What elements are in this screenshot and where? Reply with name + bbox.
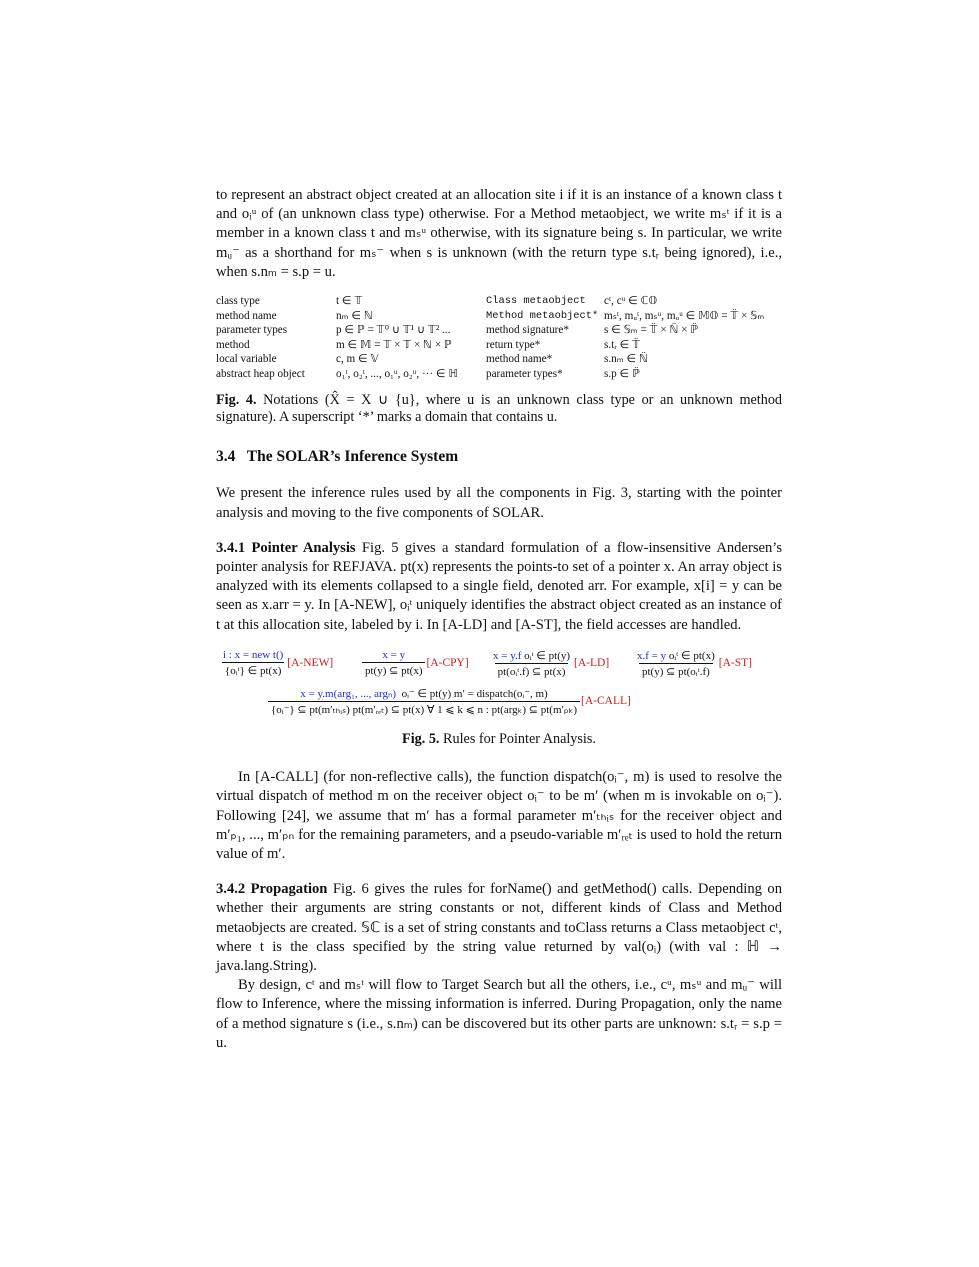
notation-value: s.tᵣ ∈ 𝕋̂ [604,338,641,351]
propagation-paragraph [216,880,782,976]
fig4-caption [216,392,782,427]
rule-conclusion: {oᵢᵗ} ∈ pt(x) [222,662,284,677]
rule-premise-code: x.f = y [637,649,667,662]
subsection-heading: 3.4.1 Pointer Analysis [216,539,356,556]
notation-label: method signature* [486,324,569,337]
notation-value: mₛᵗ, mᵤᵗ, mₛᵘ, mᵤᵘ ∈ 𝕄𝕆 = 𝕋̂ × 𝕊ₘ [604,309,765,322]
notation-label: parameter types [216,324,288,337]
notation-label: abstract heap object [216,367,305,380]
rule-premise-rest: oᵢᵗ ∈ pt(y) [524,649,571,662]
section-title: The SOLAR’s Inference System [246,448,459,466]
section-3-4-paragraph: We present the inference rules used by all the components in Fig. 3, starting with the pointer analysis and moving to the five components of SOLAR. [216,485,782,521]
rule-a-cpy [362,649,469,677]
propagation-paragraph-2: By design, cᵗ and mₛᵗ will flow to Target Search but all the others, i.e., cᵘ, mₛᵘ and mᵤ⁻ will flow to Inference, where the missing information is inferred. During Propagation, only the name of a method signature s (i.e., s.nₘ) can be discovered but its other parts are unknown: s.tᵣ = s.p = u. [216,977,782,1051]
notation-label: Class metaobject [486,295,586,308]
notation-label: Method metaobject* [486,309,599,322]
rule-name: [A-CPY] [426,656,469,669]
notation-label: local variable [216,353,277,366]
rule-name: [A-CALL] [581,695,631,708]
notation-label: method [216,338,250,351]
notation-table [216,294,782,382]
notation-value: m ∈ 𝕄 = 𝕋 × 𝕋 × ℕ × ℙ [336,338,452,351]
pointer-analysis-paragraph [216,539,782,635]
rule-name: [A-NEW] [287,656,334,669]
notation-label: class type [216,295,260,308]
notation-value: s.nₘ ∈ ℕ̂ [604,353,649,366]
rule-conclusion: pt(oᵢᵗ.f) ⊆ pt(x) [495,663,569,678]
fig4-text: Notations (X̂ = X ∪ {u}, where u is an unknown class type or an unknown method signature). A superscript ‘*’ marks a domain that contains u. [216,391,783,425]
rule-conclusion: {oᵢ⁻} ⊆ pt(m′ₜₕᵢₛ) pt(m′ᵣₑₜ) ⊆ pt(x) ∀ 1 ⩽ k ⩽ n : pt(argₖ) ⊆ pt(m′ₚₖ) [268,701,580,716]
subsection-text: Fig. 6 gives the rules for forName() and getMethod() calls. Depending on whether their arguments are string constants or not, different kinds of Class and Method metaobjects are created. 𝕊ℂ is a set of string constants and toClass returns a Class metaobject cᵗ, where t is the class specified by the string value returned by val(oᵢ) (with val : ℍ → java.lang.String). [216,881,782,975]
rule-premise: i : x = new t() [223,648,284,661]
rule-name: [A-ST] [718,657,752,670]
rule-premise-code: x = y.f [493,649,522,662]
fig5-caption [216,731,782,748]
rule-conclusion: pt(y) ⊆ pt(x) [362,662,425,677]
fig5-text: Rules for Pointer Analysis. [443,730,596,747]
notation-label: method name* [486,353,553,366]
notation-value: cᵗ, cᵘ ∈ ℂ𝕆 [604,295,658,308]
fig4-label: Fig. 4. [216,391,257,408]
notation-value: t ∈ 𝕋 [336,295,363,308]
subsection-heading: 3.4.2 Propagation [216,881,328,898]
rule-conclusion: pt(y) ⊆ pt(oᵢᵗ.f) [639,663,713,678]
rule-premise-code: x = y.m(arg₁, ..., argₙ) [300,687,397,700]
call-paragraph: In [A-CALL] (for non-reflective calls), the function dispatch(oᵢ⁻, m) is used to resolve the virtual dispatch of method m on the receiver object oᵢ⁻ to be m′ (when m is invokable on oᵢ⁻). Following [24], we assume that m′ has a formal parameter m′ₜₕᵢₛ for the receiver object and m′ₚ₁, ..., m′ₚₙ for the remaining parameters, and a pseudo-variable m′ᵣₑₜ is used to hold the return value of m′. [216,769,782,863]
rule-premise-rest: oᵢ⁻ ∈ pt(y) m′ = dispatch(oᵢ⁻, m) [401,687,548,700]
subsection-text: Fig. 5 gives a standard formulation of a flow-insensitive Andersen’s pointer analysis for REFJAVA. pt(x) represents the points-to set of a pointer x. An array object is analyzed with its elements collapsed to a single field, denoted arr. For example, x[i] = y can be seen as x.arr = y. In [A-NEW], oᵢᵗ uniquely identifies the abstract object created as an instance of t at this allocation site, labeled by i. In [A-LD] and [A-ST], the field accesses are handled. [216,539,783,633]
paper-page [216,186,782,1053]
notation-value: p ∈ ℙ = 𝕋⁰ ∪ 𝕋¹ ∪ 𝕋² ... [336,324,451,337]
fig5-label: Fig. 5. [402,730,440,747]
notation-label: return type* [486,338,541,351]
notation-value: nₘ ∈ ℕ [336,309,373,322]
section-number: 3.4 [216,448,236,466]
rule-a-ld [490,649,609,678]
intro-paragraph: to represent an abstract object created at an allocation site i if it is an instance of a known class t and oᵢᵘ of (an unknown class type) otherwise. For a Method metaobject, we write mₛᵗ if it is a member in a known class t and mₛᵘ otherwise, with its signature being s. In particular, we write mᵤ⁻ as a shorthand for mₛ⁻ when s is unknown (with the return type s.tᵣ being ignored), i.e., when s.nₘ = s.p = u. [216,187,782,280]
notation-value: o₁ᵗ, o₂ᵗ, ..., o₁ᵘ, o₂ᵘ, ··· ∈ ℍ [336,367,458,380]
notation-value: c, m ∈ 𝕍 [336,353,379,366]
section-heading-3-4 [216,448,782,466]
rule-name: [A-LD] [574,657,610,670]
rule-a-new [220,649,333,677]
notation-value: s ∈ 𝕊ₘ = 𝕋̂ × ℕ̂ × ℙ̂ [604,324,699,337]
fig5-rules [216,649,782,727]
rule-premise-rest: oᵢᵗ ∈ pt(x) [668,649,715,662]
rule-a-call [268,687,631,716]
notation-label: method name [216,309,277,322]
rule-premise: x = y [382,648,406,661]
rule-a-st [634,649,752,678]
notation-label: parameter types* [486,367,563,380]
notation-value: s.p ∈ ℙ̂ [604,367,640,380]
